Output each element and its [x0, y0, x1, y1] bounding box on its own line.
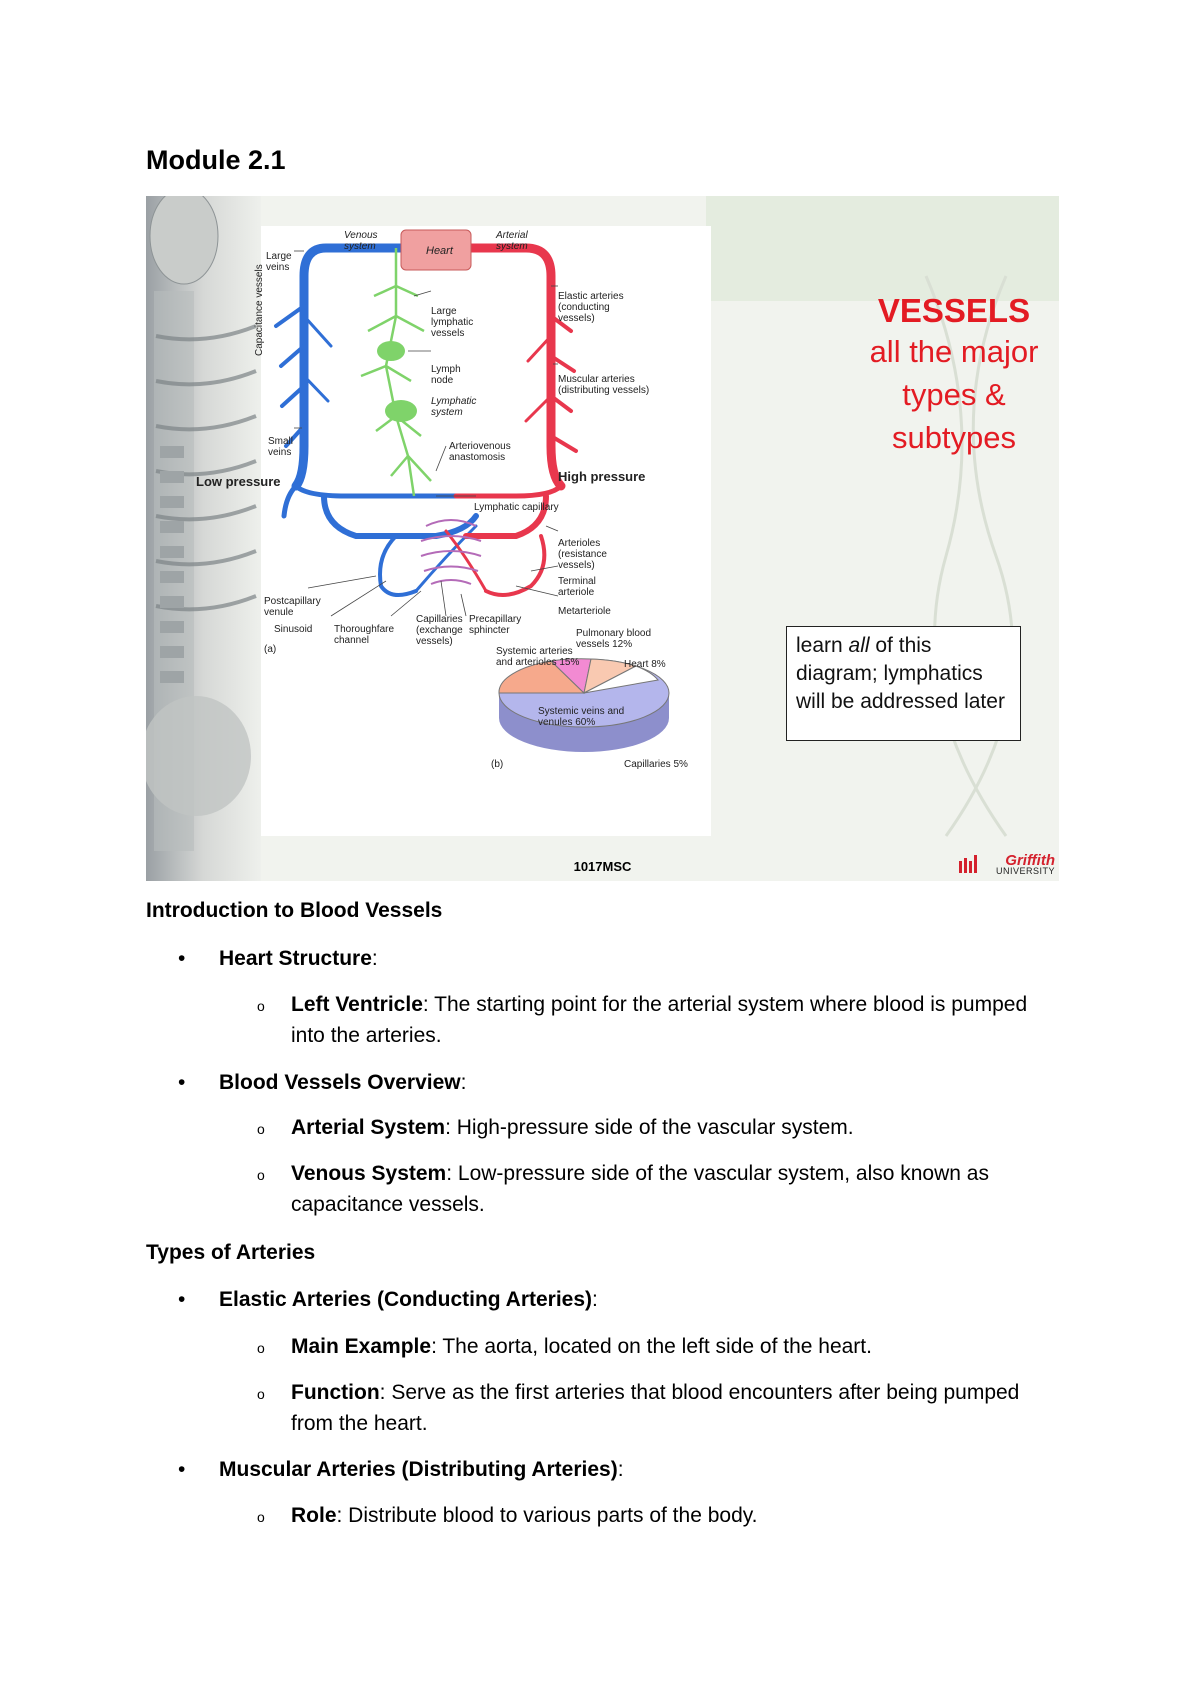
venous-text: : Low-pressure side of the vascular system, also known as capacitance vessels.: [291, 1162, 989, 1216]
label-lymphatic-system: Lymphatic system: [431, 396, 477, 418]
label-capacitance-vessels: Capacitance vessels: [254, 264, 265, 356]
pie-label-capillaries: Capillaries 5%: [624, 759, 688, 770]
label-thoroughfare: Thoroughfare channel: [334, 624, 395, 646]
circle-bullet-icon: o: [257, 1340, 265, 1356]
label-high-pressure: High pressure: [558, 469, 646, 484]
course-code: 1017MSC: [573, 859, 632, 874]
bullet-icon: •: [178, 1288, 186, 1311]
pie-label-veins: Systemic veins and venules 60%: [538, 706, 625, 728]
module-title: Module 2.1: [146, 145, 286, 175]
griffith-logo: [957, 852, 1055, 876]
label-lymphatic-capillary: Lymphatic capillary: [474, 502, 559, 513]
logo-main-text: Griffith: [1005, 852, 1055, 869]
arterial-label: Arterial System: [291, 1116, 446, 1139]
lv-label: Left Ventricle: [291, 993, 423, 1016]
label-sinusoid: Sinusoid: [274, 624, 313, 635]
label-heart: Heart: [426, 245, 453, 257]
section-heading-intro: Introduction to Blood Vessels: [146, 899, 443, 922]
note-text: [796, 632, 1016, 716]
circle-bullet-icon: o: [257, 1167, 265, 1183]
main-example-text: : The aorta, located on the left side of the heart.: [431, 1335, 872, 1358]
circle-bullet-icon: o: [257, 998, 265, 1014]
label-metarteriole: Metarteriole: [558, 606, 611, 617]
role-label: Role: [291, 1504, 337, 1527]
circle-bullet-icon: o: [257, 1121, 265, 1137]
label-large-lymphatic: Large lymphatic vessels: [431, 306, 474, 339]
section-heading-types: Types of Arteries: [146, 1241, 316, 1264]
arterial-text: : High-pressure side of the vascular system.: [445, 1116, 854, 1139]
note-text-pre: learn: [796, 634, 849, 657]
label-av-anastomosis: Arteriovenous anastomosis: [449, 441, 511, 463]
label-panel-b: (b): [491, 759, 504, 770]
label-low-pressure: Low pressure: [196, 474, 281, 489]
label-large-veins: Large veins: [266, 251, 292, 273]
label-precapillary: Precapillary sphincter: [469, 614, 522, 636]
label-venous-system: Venous system: [344, 230, 378, 252]
label-muscular-arteries: Muscular arteries (distributing vessels): [558, 374, 650, 396]
slide-subheading-2: types &: [902, 377, 1006, 412]
lymph-node-2: [385, 400, 417, 422]
slide-image: [146, 196, 1059, 881]
label-terminal-arteriole: Terminal arteriole: [558, 576, 596, 598]
note-text-post: of this diagram; lymphatics will be addressed later: [796, 634, 1005, 713]
bullet-icon: •: [178, 947, 186, 970]
pie-label-pulmonary: Pulmonary blood vessels 12%: [576, 628, 652, 650]
label-elastic-arteries: Elastic arteries (conducting vessels): [558, 291, 624, 324]
circle-bullet-icon: o: [257, 1386, 265, 1402]
heart-structure-label: Heart Structure: [219, 947, 372, 970]
label-postcapillary-venule: Postcapillary venule: [264, 596, 321, 618]
note-text-emphasis: all: [848, 634, 870, 657]
lv-text: : The starting point for the arterial system where blood is pumped into the arteries.: [291, 993, 1028, 1047]
circle-bullet-icon: o: [257, 1509, 265, 1525]
label-lymph-node: Lymph node: [431, 364, 461, 386]
lymph-node-1: [377, 341, 405, 361]
main-example-label: Main Example: [291, 1335, 432, 1358]
bullet-icon: •: [178, 1458, 186, 1481]
overview-label: Blood Vessels Overview: [219, 1071, 461, 1094]
label-small-veins: Small veins: [268, 436, 294, 458]
label-arterioles: Arterioles (resistance vessels): [558, 538, 607, 571]
venous-label: Venous System: [291, 1162, 447, 1185]
logo-sub-text: UNIVERSITY: [995, 866, 1055, 876]
function-label: Function: [291, 1381, 380, 1404]
pie-label-systemic-arteries: Systemic arteries and arterioles 15%: [496, 646, 580, 668]
label-panel-a: (a): [264, 644, 277, 655]
griffith-logo-mark: [959, 855, 981, 873]
function-text: : Serve as the first arteries that blood encounters after being pumped from the heart.: [291, 1381, 1020, 1435]
elastic-label: Elastic Arteries (Conducting Arteries): [219, 1288, 593, 1311]
slide-subheading-3: subtypes: [891, 420, 1017, 455]
slide-heading: VESSELS: [877, 292, 1031, 329]
slide-subheading-1: all the major: [869, 334, 1039, 369]
muscular-label: Muscular Arteries (Distributing Arteries): [219, 1458, 618, 1481]
label-arterial-system: Arterial system: [496, 230, 528, 252]
bullet-icon: •: [178, 1071, 186, 1094]
label-capillaries: Capillaries (exchange vessels): [416, 614, 463, 647]
pie-label-heart: Heart 8%: [624, 659, 666, 670]
role-text: : Distribute blood to various parts of the body.: [336, 1504, 758, 1527]
